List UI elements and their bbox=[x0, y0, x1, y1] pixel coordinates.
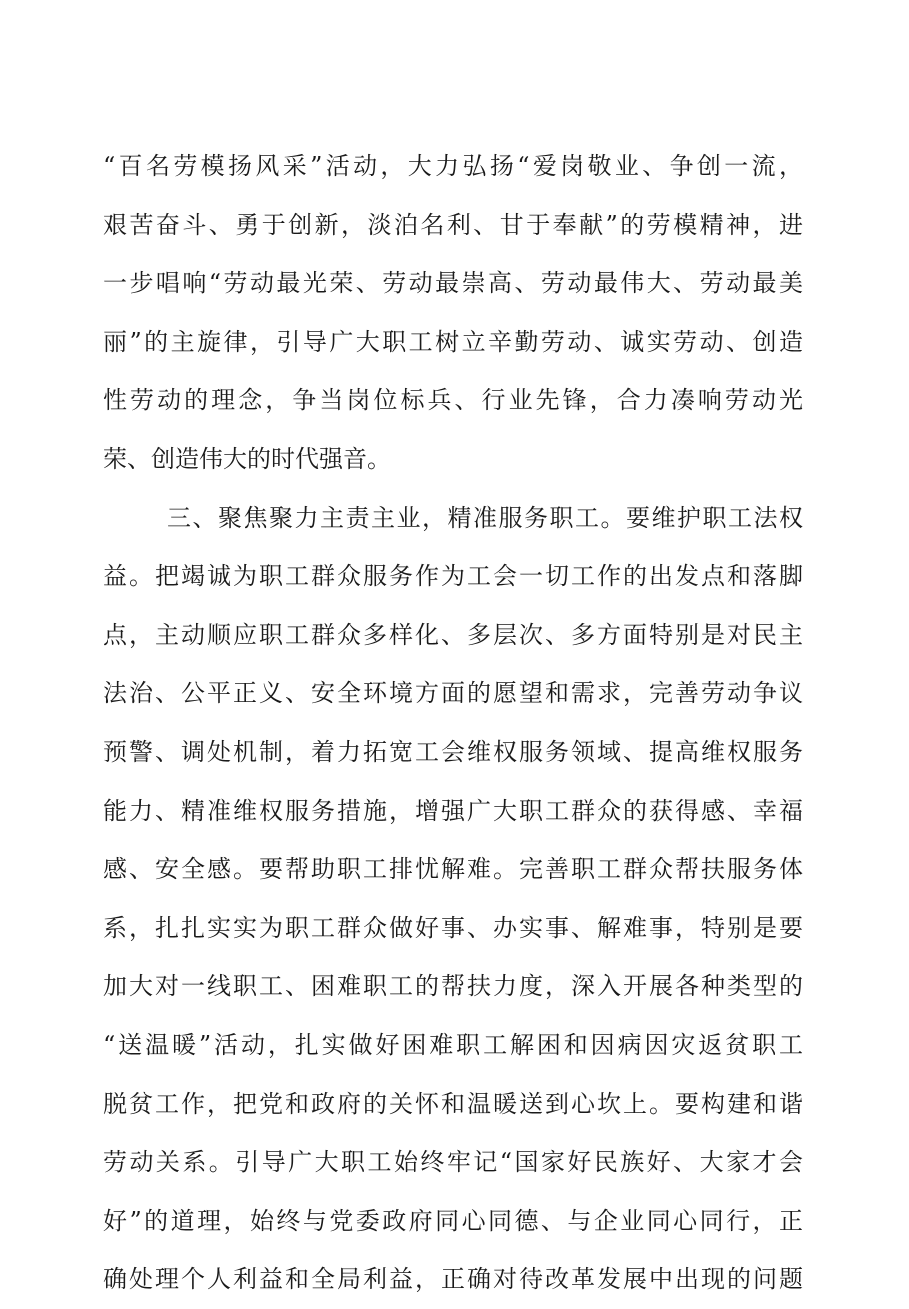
paragraph-line: 性劳动的理念，争当岗位标兵、行业先锋，合力凑响劳动光 bbox=[103, 386, 803, 415]
paragraph-line: 脱贫工作，把党和政府的关怀和温暖送到心坎上。要构建和谐 bbox=[103, 1089, 803, 1118]
paragraph-line: 劳动关系。引导广大职工始终牢记“国家好民族好、大家才会 bbox=[103, 1148, 803, 1177]
paragraph-line: 系，扎扎实实为职工群众做好事、办实事、解难事，特别是要 bbox=[103, 913, 803, 942]
document-body bbox=[103, 137, 803, 1309]
paragraph-1 bbox=[103, 137, 803, 489]
paragraph-line: 预警、调处机制，着力拓宽工会维权服务领域、提高维权服务 bbox=[103, 737, 803, 766]
paragraph-line: 能力、精准维权服务措施，增强广大职工群众的获得感、幸福 bbox=[103, 796, 803, 825]
paragraph-line: 好”的道理，始终与党委政府同心同德、与企业同心同行，正 bbox=[103, 1206, 803, 1235]
paragraph-line: 一步唱响“劳动最光荣、劳动最崇高、劳动最伟大、劳动最美 bbox=[103, 269, 803, 298]
paragraph-2 bbox=[103, 489, 803, 1309]
paragraph-line: 确处理个人利益和全局利益，正确对待改革发展中出现的问题 bbox=[103, 1265, 803, 1294]
paragraph-line: 荣、创造伟大的时代强音。 bbox=[103, 444, 391, 473]
paragraph-line: 加大对一线职工、困难职工的帮扶力度，深入开展各种类型的 bbox=[103, 972, 803, 1001]
paragraph-line: 感、安全感。要帮助职工排忧解难。完善职工群众帮扶服务体 bbox=[103, 855, 803, 884]
paragraph-line: 丽”的主旋律，引导广大职工树立辛勤劳动、诚实劳动、创造 bbox=[103, 327, 803, 356]
paragraph-line: 法治、公平正义、安全环境方面的愿望和需求，完善劳动争议 bbox=[103, 679, 803, 708]
paragraph-line: 艰苦奋斗、勇于创新，淡泊名利、甘于奉献”的劳模精神，进 bbox=[103, 210, 803, 239]
paragraph-line: “百名劳模扬风采”活动，大力弘扬“爱岗敬业、争创一流， bbox=[103, 152, 803, 180]
paragraph-line: 点，主动顺应职工群众多样化、多层次、多方面特别是对民主 bbox=[103, 620, 803, 649]
paragraph-line: 益。把竭诚为职工群众服务作为工会一切工作的出发点和落脚 bbox=[103, 562, 803, 591]
paragraph-line: 三、聚焦聚力主责主业，精准服务职工。要维护职工法权 bbox=[167, 503, 803, 532]
paragraph-line: “送温暖”活动，扎实做好困难职工解困和因病因灾返贫职工 bbox=[103, 1030, 803, 1059]
